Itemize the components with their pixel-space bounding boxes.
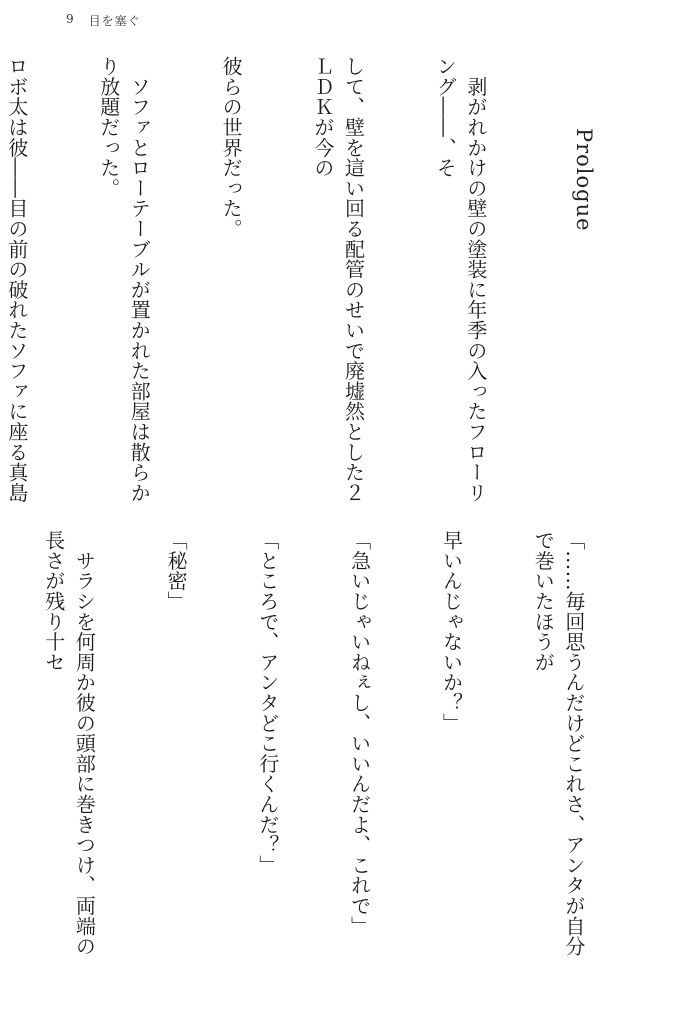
running-head bbox=[66, 12, 141, 29]
text-line: 「秘密」 bbox=[164, 530, 189, 612]
text-line: 「急いじゃいねぇし、いいんだよ、これで」 bbox=[347, 530, 372, 936]
text-line: ソファとローテーブルが置かれた部屋は散らかり放題だった。 bbox=[96, 56, 152, 503]
text-line: サラシを何周か彼の頭部に巻きつけ、両端の長さが残り十セ bbox=[41, 530, 97, 957]
text-block-top bbox=[4, 56, 552, 506]
text-line: 剥がれかけの壁の塗装に年季の入ったフローリング――、そ bbox=[433, 56, 488, 503]
page-number: 9 bbox=[66, 12, 75, 26]
text-line: 彼らの世界だった。 bbox=[219, 56, 244, 239]
chapter-title: Prologue bbox=[572, 128, 596, 232]
text-line: して、壁を這い回る配管のせいで廃墟然とした２ＬＤＫが今の bbox=[310, 56, 366, 503]
text-line: 早いんじゃないか？」 bbox=[439, 530, 464, 733]
text-block-bottom bbox=[41, 530, 650, 970]
text-line: 「……毎回思うんだけどこれさ、アンタが自分で巻いたほうが bbox=[531, 530, 586, 957]
running-title: 目を塞ぐ bbox=[88, 14, 141, 28]
text-line: ロボ太は彼――目の前の破れたソファに座る真島 bbox=[4, 56, 29, 503]
text-line: 「ところで、アンタどこ行くんだ？」 bbox=[255, 530, 280, 876]
